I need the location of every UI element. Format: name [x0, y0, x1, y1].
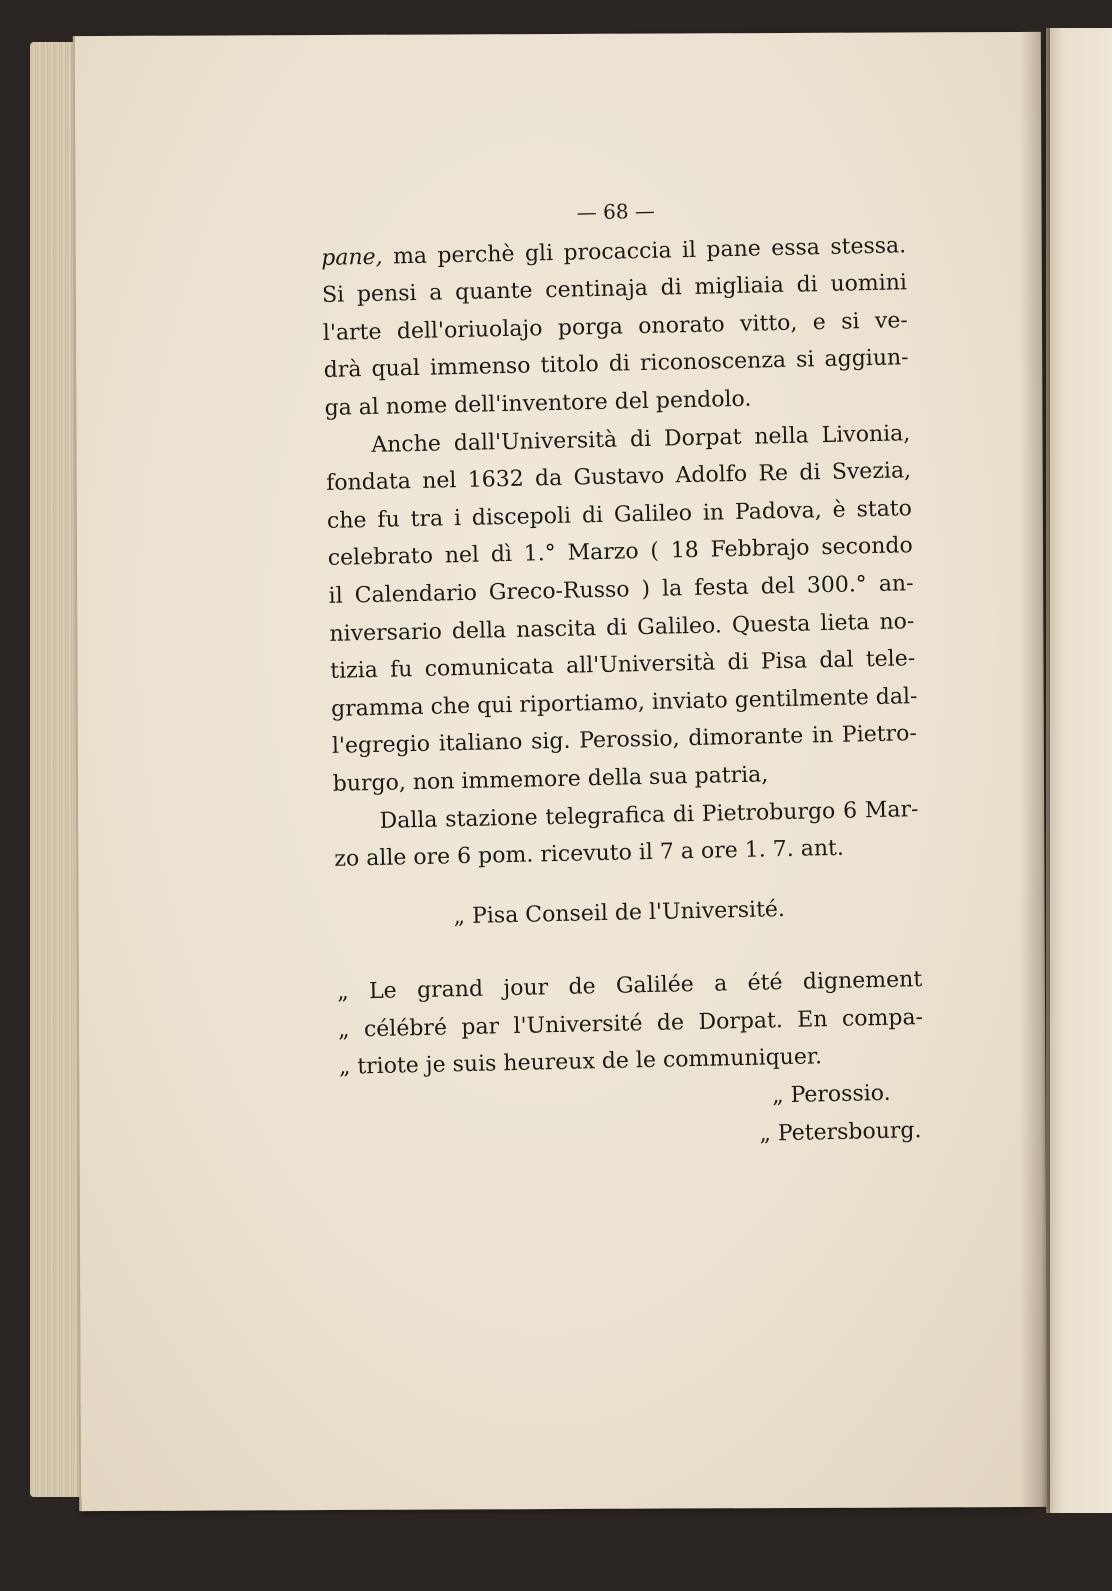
line-text: zo alle ore 6 pom. ricevuto il 7 a ore 1. 7. ant.	[334, 835, 845, 872]
line-text: Dalla stazione telegrafica di Pietroburgo 6 Mar-	[379, 796, 919, 834]
line-text: l'egregio italiano sig. Perossio, dimorante in Pietro-	[331, 721, 918, 760]
telegram-line: „ triote je suis heureux de le communiquer.	[338, 1044, 823, 1081]
line-text: ga al nome dell'inventore del pendolo.	[324, 386, 752, 421]
line-text: che fu tra i discepoli di Galileo in Padova, è stato	[326, 495, 913, 534]
paragraph	[325, 415, 918, 804]
telegram-line: „ célébré par l'Université de Dorpat. En compa-	[337, 1004, 924, 1043]
telegram-address: „ Pisa Conseil de l'Université.	[453, 896, 786, 929]
telegram-place: „ Petersbourg.	[759, 1117, 922, 1147]
body-text	[321, 227, 920, 879]
line-text: burgo, non immemore della sua patria,	[332, 762, 769, 797]
line-text: Si pensi a quante centinaja di migliaia di uomini	[321, 270, 908, 309]
line-text: drà qual immenso titolo di riconoscenza si aggiun-	[323, 345, 909, 384]
binding-shadow	[1020, 28, 1050, 1513]
page-text	[320, 187, 926, 1162]
line-text: niversario della nascita di Galileo. Questa lieta no-	[329, 608, 915, 647]
facing-page-edge	[1046, 28, 1112, 1513]
paragraph	[333, 791, 920, 879]
emphasized-word: pane,	[320, 244, 383, 271]
line-text: l'arte dell'oriuolajo porga onorato vitto, e si ve-	[322, 307, 909, 346]
line-text: celebrato nel dì 1.° Marzo ( 18 Febbrajo secondo	[327, 533, 913, 572]
telegram-signature: „ Perossio.	[771, 1080, 891, 1109]
telegram	[335, 888, 926, 1162]
line-text: Anche dall'Università di Dorpat nella Livonia,	[371, 420, 911, 458]
line-text: gramma che qui riportiamo, inviato gentilmente dal-	[330, 683, 918, 722]
line-text: tizia fu comunicata all'Università di Pisa dal tele-	[330, 646, 916, 685]
line-text: ma perchè gli procaccia il pane essa stessa.	[382, 232, 907, 270]
line-text: il Calendario Greco-Russo ) la festa del 300.° an-	[328, 571, 914, 609]
line-text: fondata nel 1632 da Gustavo Adolfo Re di Svezia,	[325, 458, 912, 497]
page-number: — 68 —	[576, 198, 656, 225]
paragraph	[321, 227, 910, 428]
telegram-line: „ Le grand jour de Galilée a été dignement	[337, 967, 923, 1006]
